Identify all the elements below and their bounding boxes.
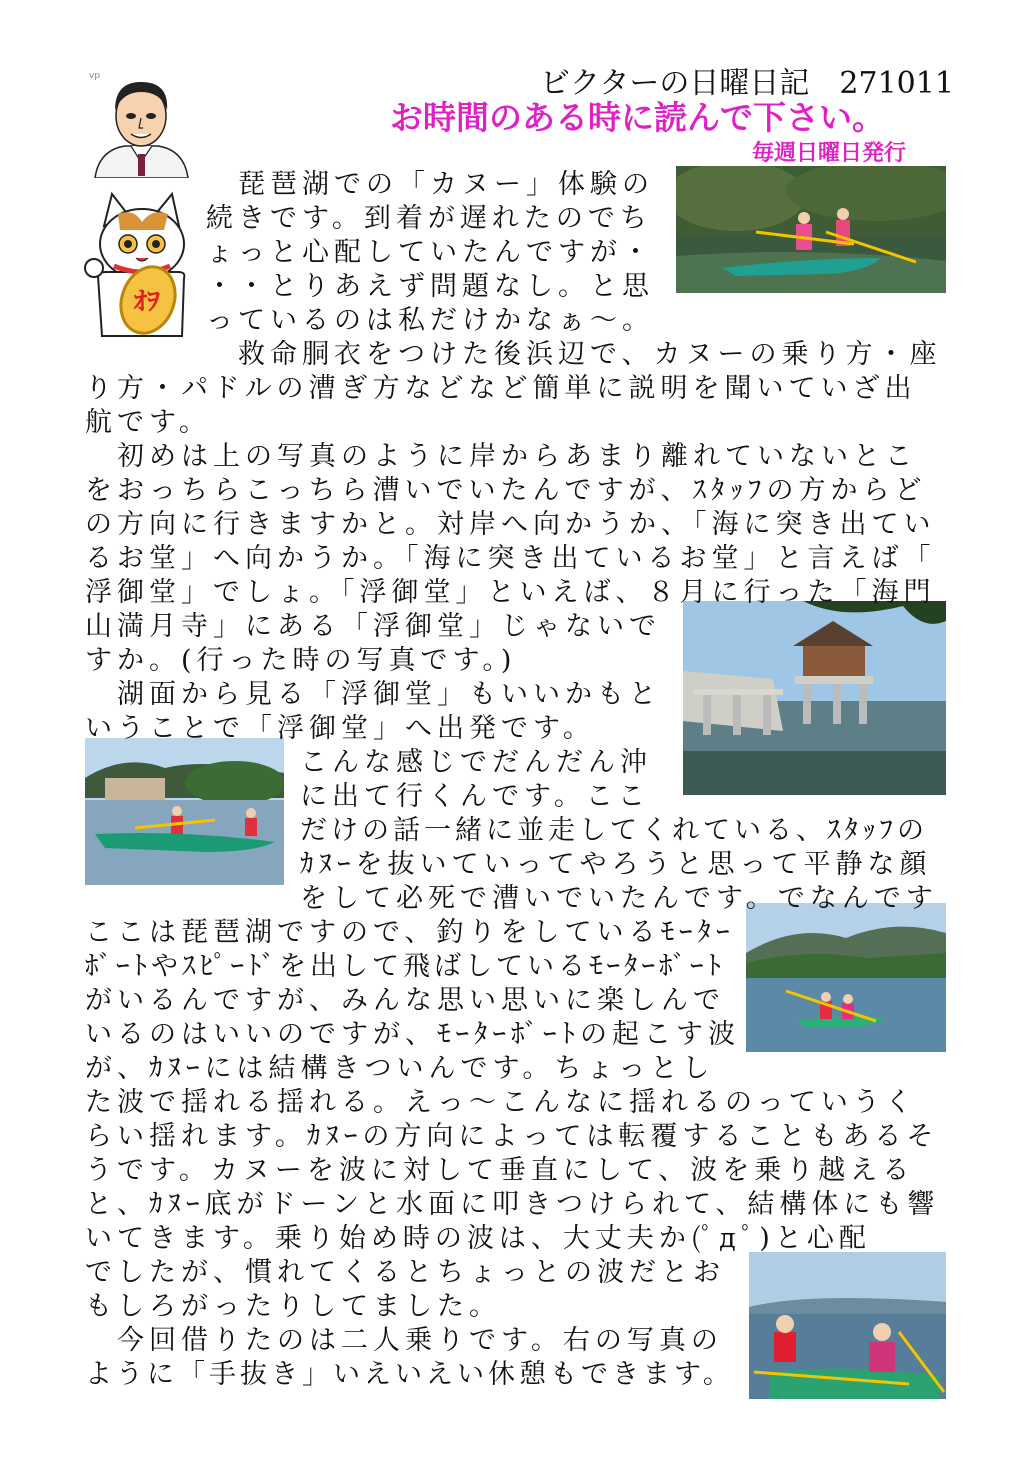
body-line: をおっちらこっちら漕いでいたんですが、ｽﾀｯﾌの方からど: [85, 475, 927, 506]
body-line: 琵琶湖での「カヌー」体験の: [206, 169, 654, 200]
body-line-extra: ざ出: [852, 373, 917, 404]
publish-note: 毎週日曜日発行: [752, 141, 907, 166]
diary-subtitle: お時間のある時に読んで下さい。: [390, 98, 885, 137]
body-line: ・・とりあえず問題なし。と思: [206, 271, 654, 302]
body-line: をして必死で漕いでいたんです。でなんです: [300, 883, 938, 914]
body-line: いうことで「浮御堂」へ出発です。: [85, 713, 595, 744]
body-line: すか。(行った時の写真です。): [85, 645, 517, 676]
body-line: に出て行くんです。ここ: [300, 781, 650, 812]
body-line: らい揺れます。ｶﾇｰの方向によっては転覆することもあるそ: [85, 1121, 939, 1152]
photo-ukimido: [683, 601, 946, 795]
body-line: の方向に行きますかと。対岸へ向かうか、「海に突き出てい: [85, 509, 936, 540]
avatar-badge: vp: [89, 71, 101, 81]
lucky-cat-illustration: [84, 186, 199, 346]
coin-text: ｵｦ: [134, 287, 161, 317]
body-line: もしろがったりしてました。: [85, 1291, 501, 1322]
photo-two-person-rest: [749, 1252, 946, 1399]
diary-title: ビクターの日曜日記 271011: [540, 66, 954, 101]
body-line: ｶﾇｰを抜いていってやろうと思って平静な顔: [300, 849, 932, 880]
body-line: 山満月寺」にある「浮御堂」じゃないで: [85, 611, 661, 642]
body-line: 続きです。到着が遅れたのでち: [206, 203, 652, 234]
body-line: 湖面から見る「浮御堂」もいいかもと: [85, 679, 661, 710]
body-line: 浮御堂」でしょ。「浮御堂」といえば、８月に行った「海門: [85, 577, 936, 608]
body-line: だけの話一緒に並走してくれている、ｽﾀｯﾌの: [300, 815, 928, 846]
body-line: っているのは私だけかなぁ～。: [206, 305, 654, 336]
body-line: 航です。: [85, 407, 211, 438]
body-line: ﾎﾞｰﾄやｽﾋﾟｰﾄﾞを出して飛ばしているﾓｰﾀｰﾎﾞｰﾄ: [85, 951, 725, 982]
avatar: [85, 66, 198, 178]
photo-motor-boat-waves: [746, 903, 946, 1052]
body-line: ように「手抜き」いえいえい休憩もできます。: [85, 1359, 734, 1390]
body-line-text: り方・パドルの漕ぎ方などなど簡単に説明を聞いてい: [85, 373, 853, 404]
body-line: でしたが、慣れてくるとちょっとの波だとお: [85, 1257, 725, 1288]
photo-kayak-near-shore: [676, 166, 946, 293]
body-line: こんな感じでだんだん沖: [300, 747, 652, 778]
body-line: がいるんですが、みんな思い思いに楽しんで: [85, 985, 725, 1016]
body-line: るお堂」へ向かうか。「海に突き出ているお堂」と言えば「: [85, 543, 936, 574]
body-line: と、ｶﾇｰ底がドーンと水面に叩きつけられて、結構体にも響: [85, 1189, 940, 1220]
body-line: 初めは上の写真のように岸からあまり離れていないとこ: [85, 441, 917, 472]
photo-heading-offshore: [85, 738, 284, 885]
body-line: いるのはいいのですが、ﾓｰﾀｰﾎﾞｰﾄの起こす波: [85, 1019, 740, 1050]
body-line: ょっと心配していたんですが・: [206, 237, 654, 268]
body-line: が、ｶﾇｰには結構きついんです。ちょっとし: [85, 1053, 715, 1084]
body-line: 今回借りたのは二人乗りです。右の写真の: [85, 1325, 723, 1356]
body-line: ここは琵琶湖ですので、釣りをしているﾓｰﾀｰ: [85, 917, 735, 948]
body-line: [85, 372, 916, 406]
body-line: た波で揺れる揺れる。えっ～こんなに揺れるのっていうく: [85, 1087, 917, 1118]
body-line: いてきます。乗り始め時の波は、大丈夫か(ﾟдﾟ)と心配: [85, 1223, 871, 1254]
body-line: 救命胴衣をつけた後浜辺で、カヌーの乗り方・座: [206, 339, 942, 370]
body-line: うです。カヌーを波に対して垂直にして、波を乗り越える: [85, 1155, 915, 1186]
